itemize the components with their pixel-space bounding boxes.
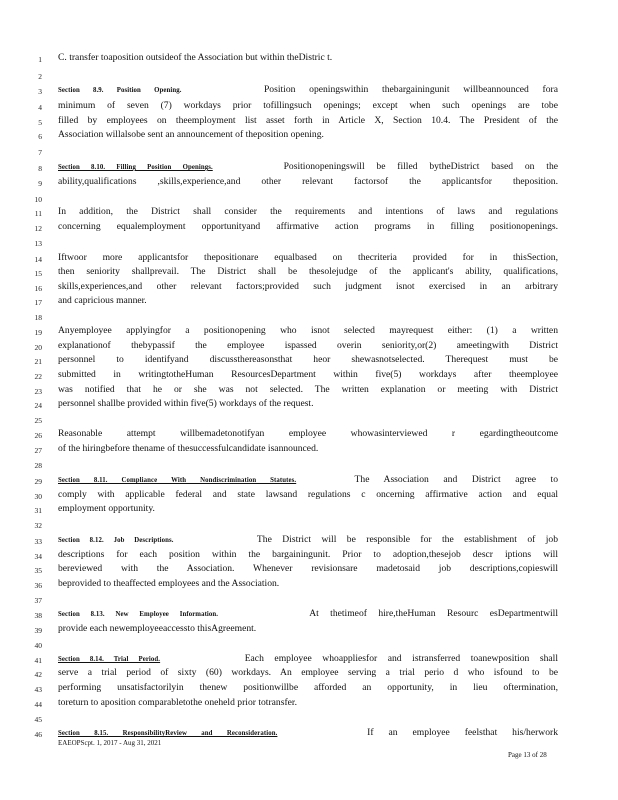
line-number: 43 (34, 685, 42, 694)
line-number: 15 (34, 269, 42, 278)
line-number: 3 (38, 87, 42, 96)
text-line-30: comply with applicable federal and state lawsand regulations c oncerning affirmative action and equal (58, 489, 558, 500)
line-number: 28 (34, 461, 42, 470)
line-number: 17 (34, 298, 42, 307)
text-line-15: then seniority shallprevail. The District shall be thesolejudge of the applicant's ability, qualifications, (58, 266, 558, 277)
line-number: 13 (34, 239, 42, 248)
text-line-6: Association willalsobe sent an announcement of theposition opening. (58, 129, 324, 140)
text-line-20: explanationof thebypassif the employee ispassed overin seniority,or(2) ameetingwith District (58, 340, 558, 351)
text-line-19: Anyemployee applyingfor a positionopening who isnot selected mayrequest either: (1) a written (58, 325, 558, 336)
section-text: At thetimeof hire,theHuman Resourc esDepartmentwill (309, 608, 558, 619)
section-text: Positionopeningswill be filled bytheDistrict based on the (283, 161, 558, 172)
text-line-21: personnel to identifyand discussthereasonsthat heor shewasnotselected. Therequest must be (58, 354, 558, 365)
line-number: 23 (34, 387, 42, 396)
section-text: The Association and District agree to (354, 474, 558, 485)
text-line-38 (58, 608, 558, 620)
section-text: Each employee whoappliesfor and istransferred toanewposition shall (244, 653, 558, 664)
line-number: 46 (34, 730, 42, 739)
line-number: 36 (34, 581, 42, 590)
section-text: If an employee feelsthat his/herwork (367, 727, 558, 738)
text-line-3 (58, 84, 558, 96)
text-line-8 (58, 161, 558, 173)
footer-date-range: EAEOPScpt. 1, 2017 - Aug 31, 2021 (58, 739, 162, 747)
line-number: 10 (34, 195, 42, 204)
line-number: 24 (34, 401, 42, 410)
text-line-39: provide each newemployeeaccessto thisAgreement. (58, 623, 257, 634)
line-number: 37 (34, 596, 42, 605)
text-line-1: C. transfer toaposition outsideof the Association but within theDistric t. (58, 52, 333, 63)
page-number: Page 13 of 28 (508, 751, 547, 759)
line-number: 25 (34, 416, 42, 425)
line-number: 5 (38, 118, 42, 127)
line-number: 41 (34, 656, 42, 665)
line-number: 29 (34, 477, 42, 486)
text-line-17: and capricious manner. (58, 295, 147, 306)
text-line-23: was notified that he or she was not selected. The written explanation or meeting with District (58, 384, 558, 395)
text-line-41 (58, 653, 558, 665)
line-number: 40 (34, 641, 42, 650)
text-line-11: In addition, the District shall consider the requirements and intentions of laws and regulations (58, 206, 558, 217)
line-number: 45 (34, 715, 42, 724)
text-line-9: ability,qualifications ,skills,experience,and other relevant factorsof the applicantsfor theposition. (58, 176, 558, 187)
line-number: 20 (34, 343, 42, 352)
line-number: 12 (34, 224, 42, 233)
text-line-29 (58, 474, 558, 486)
text-line-22: submitted in writingtotheHuman ResourcesDepartment within five(5) workdays after theemployee (58, 369, 558, 380)
line-number: 4 (38, 103, 42, 112)
text-line-4: minimum of seven (7) workdays prior tofillingsuch openings; except when such openings are tobe (58, 100, 558, 111)
text-line-33 (58, 534, 558, 546)
line-number: 2 (38, 72, 42, 81)
text-line-14: Iftwoor more applicantsfor thepositionare equalbased on thecriteria provided for in thisSection, (58, 252, 558, 263)
text-line-26: Reasonable attempt willbemadetonotifyan employee whowasinterviewed r egardingtheoutcome (58, 428, 558, 439)
line-number: 16 (34, 284, 42, 293)
text-line-27: of the hiringbefore thename of thesuccessfulcandidate isannounced. (58, 443, 319, 454)
text-line-44: toreturn to aposition comparabletothe oneheld prior totransfer. (58, 697, 297, 708)
line-number: 21 (34, 357, 42, 366)
line-number: 38 (34, 611, 42, 620)
text-line-42: serve a trial period of sixty (60) workdays. An employee serving a trial perio d who isfound to be (58, 667, 558, 678)
line-number: 8 (38, 164, 42, 173)
line-number: 22 (34, 372, 42, 381)
line-number: 44 (34, 700, 42, 709)
section-heading-8-12: Section 8.12. Job Descriptions. (58, 537, 174, 544)
text-line-16: skills,experiences,and other relevant factors;provided such judgment isnot exercised in an arbitrary (58, 281, 558, 292)
line-number: 35 (34, 566, 42, 575)
line-number: 32 (34, 521, 42, 530)
section-heading-8-11: Section 8.11. Compliance With Nondiscrimination Statutes. (58, 477, 297, 484)
text-line-46 (58, 727, 558, 739)
text-line-36: beprovided to theaffected employees and the Association. (58, 578, 280, 589)
line-number: 26 (34, 431, 42, 440)
section-text: The District will be responsible for the establishment of job (256, 534, 558, 545)
section-heading-8-10: Section 8.10. Filling Position Openings. (58, 164, 213, 171)
line-number: 42 (34, 670, 42, 679)
line-number: 39 (34, 626, 42, 635)
line-number: 18 (34, 313, 42, 322)
section-heading-8-14: Section 8.14. Trial Period. (58, 656, 161, 663)
line-number: 30 (34, 492, 42, 501)
line-number: 27 (34, 446, 42, 455)
line-number: 11 (34, 209, 42, 218)
text-line-34: descriptions for each position within the bargainingunit. Prior to adoption,thesejob descr iptions will (58, 549, 558, 560)
section-heading-8-15: Section 8.15. ResponsibilityReview and Reconsideration. (58, 730, 278, 737)
section-heading-8-13: Section 8.13. New Employee Information. (58, 611, 219, 618)
line-number: 1 (38, 55, 42, 64)
line-number: 19 (34, 328, 42, 337)
section-text: Position openingswithin thebargainingunit willbeannounced fora (263, 84, 558, 95)
text-line-5: filled by employees on theemployment list asset forth in Article X, Section 10.4. The President of the (58, 115, 558, 126)
text-line-35: bereviewed with the Association. Whenever revisionsare madetosaid job descriptions,copieswill (58, 563, 558, 574)
line-number: 14 (34, 255, 42, 264)
section-heading-8-9: Section 8.9. Position Opening. (58, 87, 182, 94)
line-number: 34 (34, 552, 42, 561)
line-number: 7 (38, 148, 42, 157)
line-number: 9 (38, 179, 42, 188)
text-line-24: personnel shallbe provided within five(5) workdays of the request. (58, 398, 314, 409)
text-line-12: concerning equalemployment opportunityand affirmative action programs in filling positionopenings. (58, 221, 558, 232)
line-number: 6 (38, 132, 42, 141)
text-line-43: performing unsatisfactorilyin thenew positionwillbe afforded an opportunity, in lieu oftermination, (58, 682, 558, 693)
text-line-31: employment opportunity. (58, 503, 155, 514)
line-number: 31 (34, 506, 42, 515)
line-number: 33 (34, 537, 42, 546)
